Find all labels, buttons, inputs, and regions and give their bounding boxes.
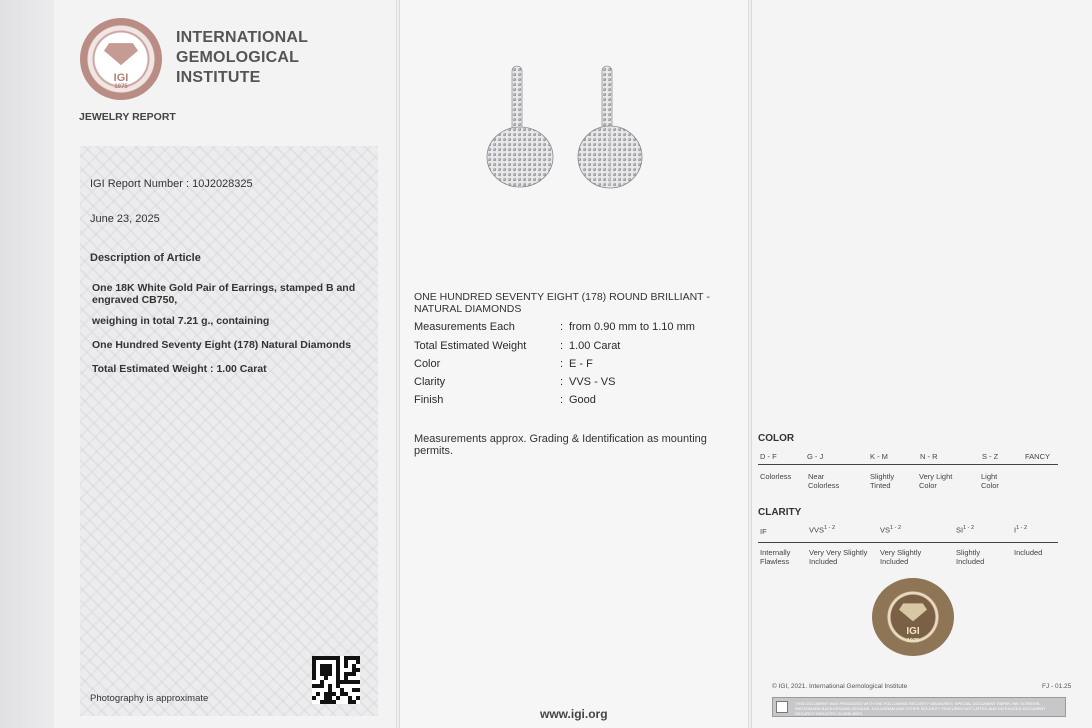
clarity-desc: Very Very Slightly Included: [809, 548, 868, 566]
color-grade: N - R: [920, 452, 938, 461]
clarity-grade: SI$^{1 - 2}$: [956, 525, 975, 535]
qr-module: [356, 700, 360, 704]
spec-colon: :: [560, 358, 564, 370]
lock-icon: [776, 701, 788, 713]
org-name-line-3: INSTITUTE: [176, 69, 261, 86]
color-desc: Near Colorless: [808, 472, 840, 490]
photography-note: Photography is approximate: [90, 693, 209, 704]
description-line: Total Estimated Weight : 1.00 Carat: [92, 363, 267, 375]
spec-colon: :: [560, 340, 564, 352]
measurement-note: Measurements approx. Grading & Identification as mounting permits.: [414, 433, 707, 457]
color-grade: K - M: [870, 452, 888, 461]
spec-value: E - F: [569, 358, 593, 370]
security-notice-text: THIS DOCUMENT WAS PRODUCED WITH THE FOLLOWING SECURITY MEASURES: SPECIAL DOCUMENT PAPER, INK SCREENS, WATERMARK BACKGROUND DESIGNS, HOLOGRAM AND OTHER SECURITY FEATURES NOT LISTED AND DO EXCEED DOCUMENT SECURITY INDUSTRY GUIDELINES.: [795, 701, 1046, 716]
spec-label: Color: [414, 358, 441, 370]
clarity-scale-rule: [758, 542, 1058, 543]
report-left-panel: [54, 0, 398, 728]
logo-mark: IGI: [113, 72, 129, 84]
spec-colon: :: [560, 321, 564, 333]
report-number: IGI Report Number : 10J2028325: [90, 178, 253, 190]
diamond-icon: [104, 43, 138, 65]
description-line: One Hundred Seventy Eight (178) Natural Diamonds: [92, 339, 352, 351]
color-grade: D - F: [760, 452, 777, 461]
color-grade: S - Z: [982, 452, 999, 461]
hologram-seal: [872, 578, 954, 656]
logo-year: 1975: [114, 84, 128, 90]
clarity-grade: VS$^{1 - 2}$: [880, 525, 902, 535]
spec-colon: :: [560, 376, 564, 388]
description-line: weighing in total 7.21 g., containing: [92, 315, 270, 327]
security-pattern: [80, 146, 378, 716]
seal-mark: IGI: [906, 626, 920, 637]
report-date: June 23, 2025: [90, 213, 160, 225]
color-desc: Slightly Tinted: [870, 472, 895, 490]
clarity-desc: Very Slightly Included: [880, 548, 922, 566]
org-name-line-2: GEMOLOGICAL: [176, 49, 300, 66]
page-edge: [0, 0, 54, 728]
spec-label: Clarity: [414, 376, 446, 388]
clarity-desc: Included: [1014, 548, 1043, 557]
color-desc: Light Color: [981, 472, 999, 490]
website-link[interactable]: www.igi.org: [540, 707, 608, 721]
spec-value: VVS - VS: [569, 376, 616, 388]
clarity-scale-title: CLARITY: [758, 507, 802, 518]
report-right-panel: [752, 0, 1092, 728]
color-scale-title: COLOR: [758, 433, 795, 444]
org-name-line-1: INTERNATIONAL: [176, 29, 309, 46]
spec-colon: :: [560, 394, 564, 406]
security-notice-bar: [772, 697, 1066, 717]
spec-value: from 0.90 mm to 1.10 mm: [569, 321, 695, 333]
form-code: FJ - 01.25: [1042, 683, 1072, 690]
color-grade: G - J: [807, 452, 824, 461]
clarity-desc: Internally Flawless: [760, 548, 791, 566]
description-line: One 18K White Gold Pair of Earrings, stamped B and engraved CB750,: [92, 282, 356, 306]
copyright-text: © IGI, 2021. International Gemological Institute: [772, 683, 908, 690]
diamond-icon: [899, 603, 927, 621]
igi-seal-logo: [80, 18, 162, 100]
diamond-summary-heading: ONE HUNDRED SEVENTY EIGHT (178) ROUND BRILLIANT - NATURAL DIAMONDS: [414, 291, 710, 315]
clarity-grade: $I^{1 - 2}$: [1014, 525, 1028, 535]
color-scale-rule: [758, 464, 1058, 465]
spec-label: Measurements Each: [414, 321, 515, 333]
clarity-grade: IF: [760, 527, 767, 536]
description-heading: Description of Article: [90, 252, 201, 264]
clarity-grade: VVS$^{1 - 2}$: [809, 525, 836, 535]
color-grade: FANCY: [1025, 452, 1051, 461]
color-desc: Colorless: [760, 472, 792, 481]
earrings-photo: [482, 62, 652, 192]
spec-value: Good: [569, 394, 596, 406]
report-type: JEWELRY REPORT: [79, 111, 176, 123]
color-desc: Very Light Color: [919, 472, 953, 490]
spec-value: 1.00 Carat: [569, 340, 621, 352]
seal-year: 1975: [906, 638, 920, 644]
clarity-desc: Slightly Included: [956, 548, 985, 566]
spec-label: Total Estimated Weight: [414, 340, 527, 352]
spec-label: Finish: [414, 394, 444, 406]
report-middle-panel: [400, 0, 748, 728]
qr-code-icon[interactable]: [312, 656, 360, 704]
